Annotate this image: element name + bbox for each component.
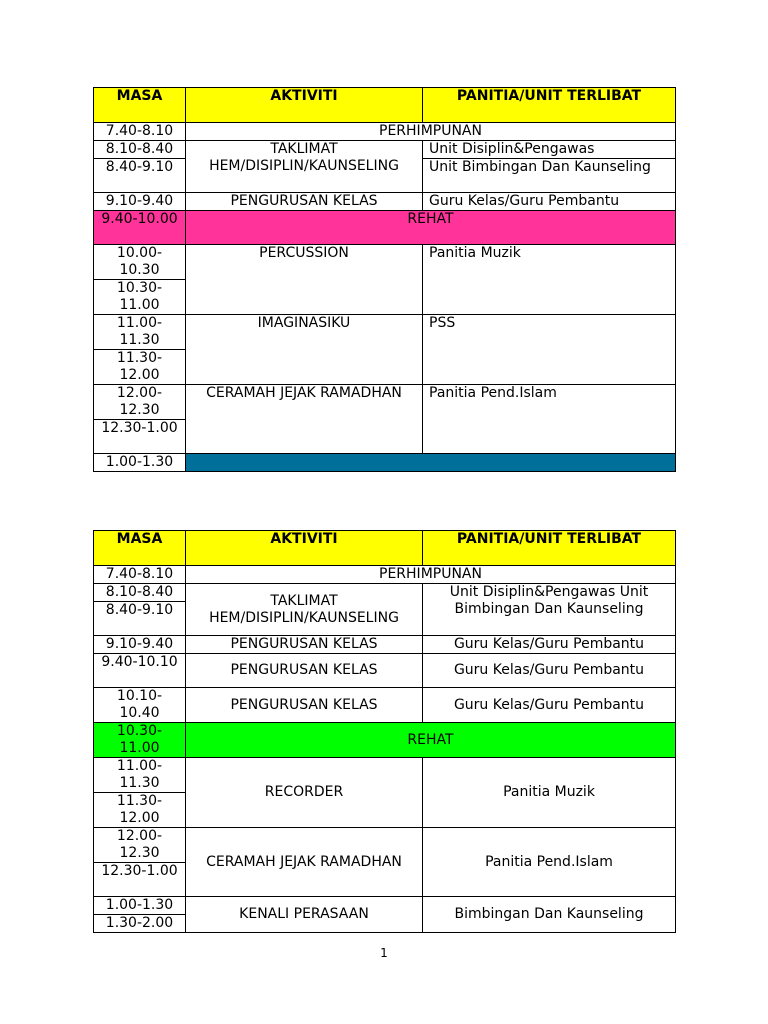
- time-cell: 12.00-12.30: [94, 828, 186, 863]
- rehat-row: [94, 211, 676, 245]
- header-masa: MASA: [94, 531, 186, 566]
- activity-cell: CERAMAH JEJAK RAMADHAN: [186, 828, 423, 897]
- schedule-table-1: [93, 87, 676, 472]
- time-cell: 11.00-11.30: [94, 315, 186, 350]
- schedule-table-2: [93, 530, 676, 933]
- table-row: [94, 454, 676, 472]
- unit-cell: Unit Disiplin&Pengawas Unit Bimbingan Dan Kaunseling: [423, 584, 676, 636]
- header-aktiviti: AKTIVITI: [186, 88, 423, 123]
- page-number: 1: [380, 946, 388, 960]
- table-row: [94, 758, 676, 793]
- unit-cell: Guru Kelas/Guru Pembantu: [423, 688, 676, 723]
- unit-cell: Panitia Muzik: [423, 245, 676, 315]
- table-row: [94, 584, 676, 602]
- time-cell: 10.30-11.00: [94, 723, 186, 758]
- activity-cell: PERCUSSION: [186, 245, 423, 315]
- time-cell: 1.00-1.30: [94, 454, 186, 472]
- time-cell: 12.30-1.00: [94, 863, 186, 897]
- time-cell: 10.00-10.30: [94, 245, 186, 280]
- time-cell: 7.40-8.10: [94, 123, 186, 141]
- time-cell: 12.00-12.30: [94, 385, 186, 420]
- unit-cell: Panitia Pend.Islam: [423, 385, 676, 454]
- table-row: [94, 566, 676, 584]
- header-aktiviti: AKTIVITI: [186, 531, 423, 566]
- blue-bar-cell: [186, 454, 676, 472]
- activity-cell: CERAMAH JEJAK RAMADHAN: [186, 385, 423, 454]
- time-cell: 9.40-10.10: [94, 654, 186, 688]
- table-row: [94, 828, 676, 863]
- activity-cell: PENGURUSAN KELAS: [186, 636, 423, 654]
- time-cell: 11.30-12.00: [94, 793, 186, 828]
- time-cell: 7.40-8.10: [94, 566, 186, 584]
- table-row: [94, 123, 676, 141]
- time-cell: 8.40-9.10: [94, 602, 186, 636]
- activity-cell: PERHIMPUNAN: [186, 566, 676, 584]
- rehat-cell: REHAT: [186, 211, 676, 245]
- rehat-row: [94, 723, 676, 758]
- activity-cell: PENGURUSAN KELAS: [186, 688, 423, 723]
- time-cell: 8.10-8.40: [94, 141, 186, 159]
- table-row: [94, 245, 676, 280]
- activity-cell: RECORDER: [186, 758, 423, 828]
- header-row: [94, 88, 676, 123]
- unit-cell: Guru Kelas/Guru Pembantu: [423, 636, 676, 654]
- time-cell: 12.30-1.00: [94, 420, 186, 454]
- unit-cell: Unit Bimbingan Dan Kaunseling: [423, 159, 676, 193]
- time-cell: 8.10-8.40: [94, 584, 186, 602]
- time-cell: 10.10-10.40: [94, 688, 186, 723]
- table-row: [94, 636, 676, 654]
- unit-cell: Panitia Pend.Islam: [423, 828, 676, 897]
- unit-cell: Guru Kelas/Guru Pembantu: [423, 193, 676, 211]
- table-row: [94, 193, 676, 211]
- time-cell: 1.00-1.30: [94, 897, 186, 915]
- activity-cell: TAKLIMAT HEM/DISIPLIN/KAUNSELING: [186, 584, 423, 636]
- unit-cell: Bimbingan Dan Kaunseling: [423, 897, 676, 933]
- header-masa: MASA: [94, 88, 186, 123]
- time-cell: 1.30-2.00: [94, 915, 186, 933]
- activity-cell: PERHIMPUNAN: [186, 123, 676, 141]
- time-cell: 11.00-11.30: [94, 758, 186, 793]
- header-panitia: PANITIA/UNIT TERLIBAT: [423, 531, 676, 566]
- activity-cell: PENGURUSAN KELAS: [186, 193, 423, 211]
- unit-cell: Panitia Muzik: [423, 758, 676, 828]
- rehat-cell: REHAT: [186, 723, 676, 758]
- time-cell: 9.10-9.40: [94, 193, 186, 211]
- unit-cell: PSS: [423, 315, 676, 385]
- unit-cell: Unit Disiplin&Pengawas: [423, 141, 676, 159]
- activity-cell: IMAGINASIKU: [186, 315, 423, 385]
- time-cell: 11.30-12.00: [94, 350, 186, 385]
- time-cell: 8.40-9.10: [94, 159, 186, 193]
- table-row: [94, 141, 676, 159]
- activity-cell: PENGURUSAN KELAS: [186, 654, 423, 688]
- table-row: [94, 654, 676, 688]
- activity-cell: KENALI PERASAAN: [186, 897, 423, 933]
- table-row: [94, 688, 676, 723]
- time-cell: 9.10-9.40: [94, 636, 186, 654]
- header-row: [94, 531, 676, 566]
- table-row: [94, 315, 676, 350]
- activity-cell: TAKLIMAT HEM/DISIPLIN/KAUNSELING: [186, 141, 423, 193]
- header-panitia: PANITIA/UNIT TERLIBAT: [423, 88, 676, 123]
- table-row: [94, 897, 676, 915]
- unit-cell: Guru Kelas/Guru Pembantu: [423, 654, 676, 688]
- time-cell: 10.30-11.00: [94, 280, 186, 315]
- time-cell: 9.40-10.00: [94, 211, 186, 245]
- table-row: [94, 385, 676, 420]
